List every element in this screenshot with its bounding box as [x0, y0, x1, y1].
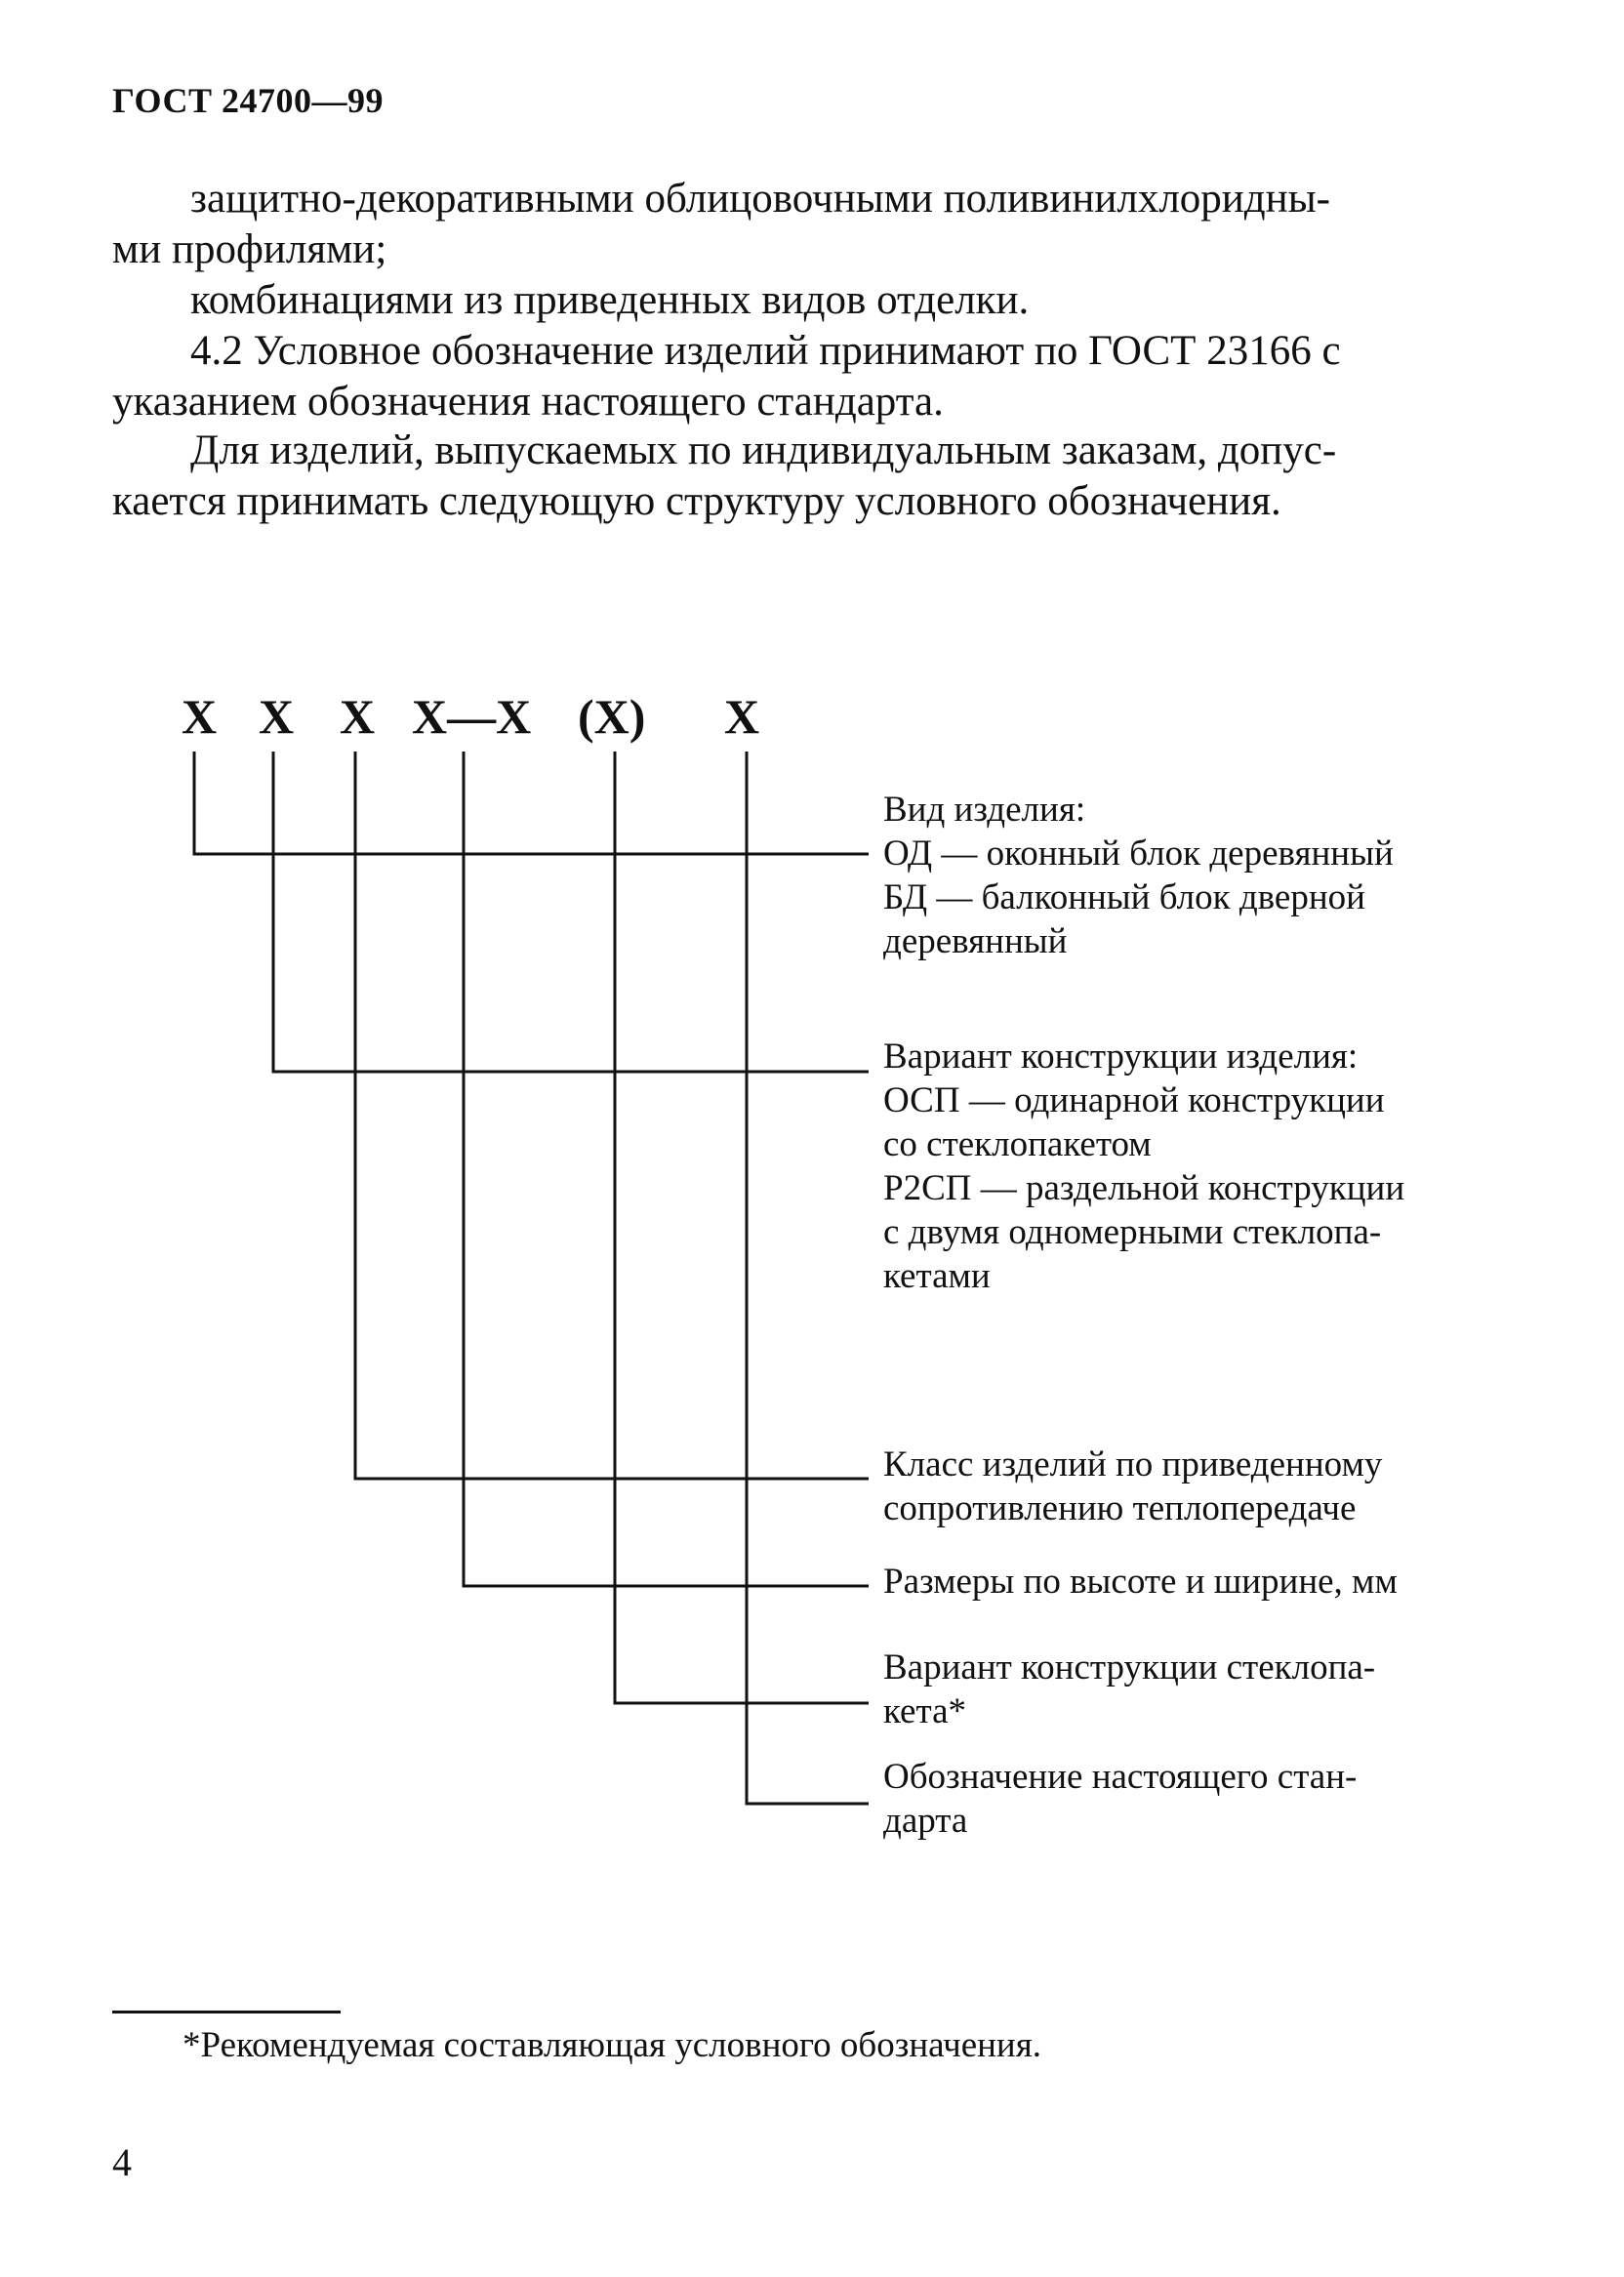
- connector-line-6: [747, 752, 869, 1804]
- clause-4-2-line-2: указанием обозначения настоящего стандарта.: [112, 379, 944, 425]
- connector-line-5: [615, 752, 869, 1703]
- connector-line-2: [273, 752, 869, 1072]
- designation-code-1: X: [182, 689, 218, 744]
- footnote-divider: [112, 2011, 341, 2013]
- clause-4-2-line-1: 4.2 Условное обозначение изделий принимают по ГОСТ 23166 с: [190, 328, 1341, 374]
- connector-line-3: [355, 752, 869, 1479]
- desc-glazing-variant: Вариант конструкции стеклопа- кета*: [883, 1647, 1376, 1731]
- desc-standard-reference: Обозначение настоящего стан- дарта: [883, 1757, 1358, 1841]
- body-line-6: Для изделий, выпускаемых по индивидуальным заказам, допус-: [190, 427, 1337, 473]
- designation-code-5: (X): [578, 689, 646, 744]
- page-number: 4: [112, 2140, 132, 2184]
- designation-code-4: X—X: [412, 689, 532, 744]
- desc-product-type: Вид изделия: ОД — оконный блок деревянный БД — балконный блок дверной деревянный: [883, 790, 1394, 961]
- desc-construction-variant: Вариант конструкции изделия: ОСП — одинарной конструкции со стеклопакетом Р2СП — раздельной конструкции с двумя одномерными стеклопа- кетами: [883, 1037, 1405, 1296]
- body-line-2: ми профилями;: [112, 226, 387, 272]
- body-line-1: защитно-декоративными облицовочными поливинилхлоридны-: [190, 176, 1330, 222]
- desc-dimensions: Размеры по высоте и ширине, мм: [883, 1562, 1398, 1602]
- connector-line-1: [194, 752, 869, 854]
- desc-thermal-class: Класс изделий по приведенному сопротивлению теплопередаче: [883, 1444, 1383, 1528]
- connector-line-4: [464, 752, 869, 1586]
- footnote-text: *Рекомендуемая составляющая условного обозначения.: [183, 2025, 1041, 2065]
- designation-code-3: X: [340, 689, 376, 744]
- document-header: ГОСТ 24700—99: [112, 81, 384, 120]
- body-line-3: комбинациями из приведенных видов отделки.: [190, 277, 1030, 323]
- body-line-7: кается принимать следующую структуру условного обозначения.: [112, 478, 1281, 524]
- designation-code-2: X: [259, 689, 295, 744]
- designation-code-6: X: [724, 689, 760, 744]
